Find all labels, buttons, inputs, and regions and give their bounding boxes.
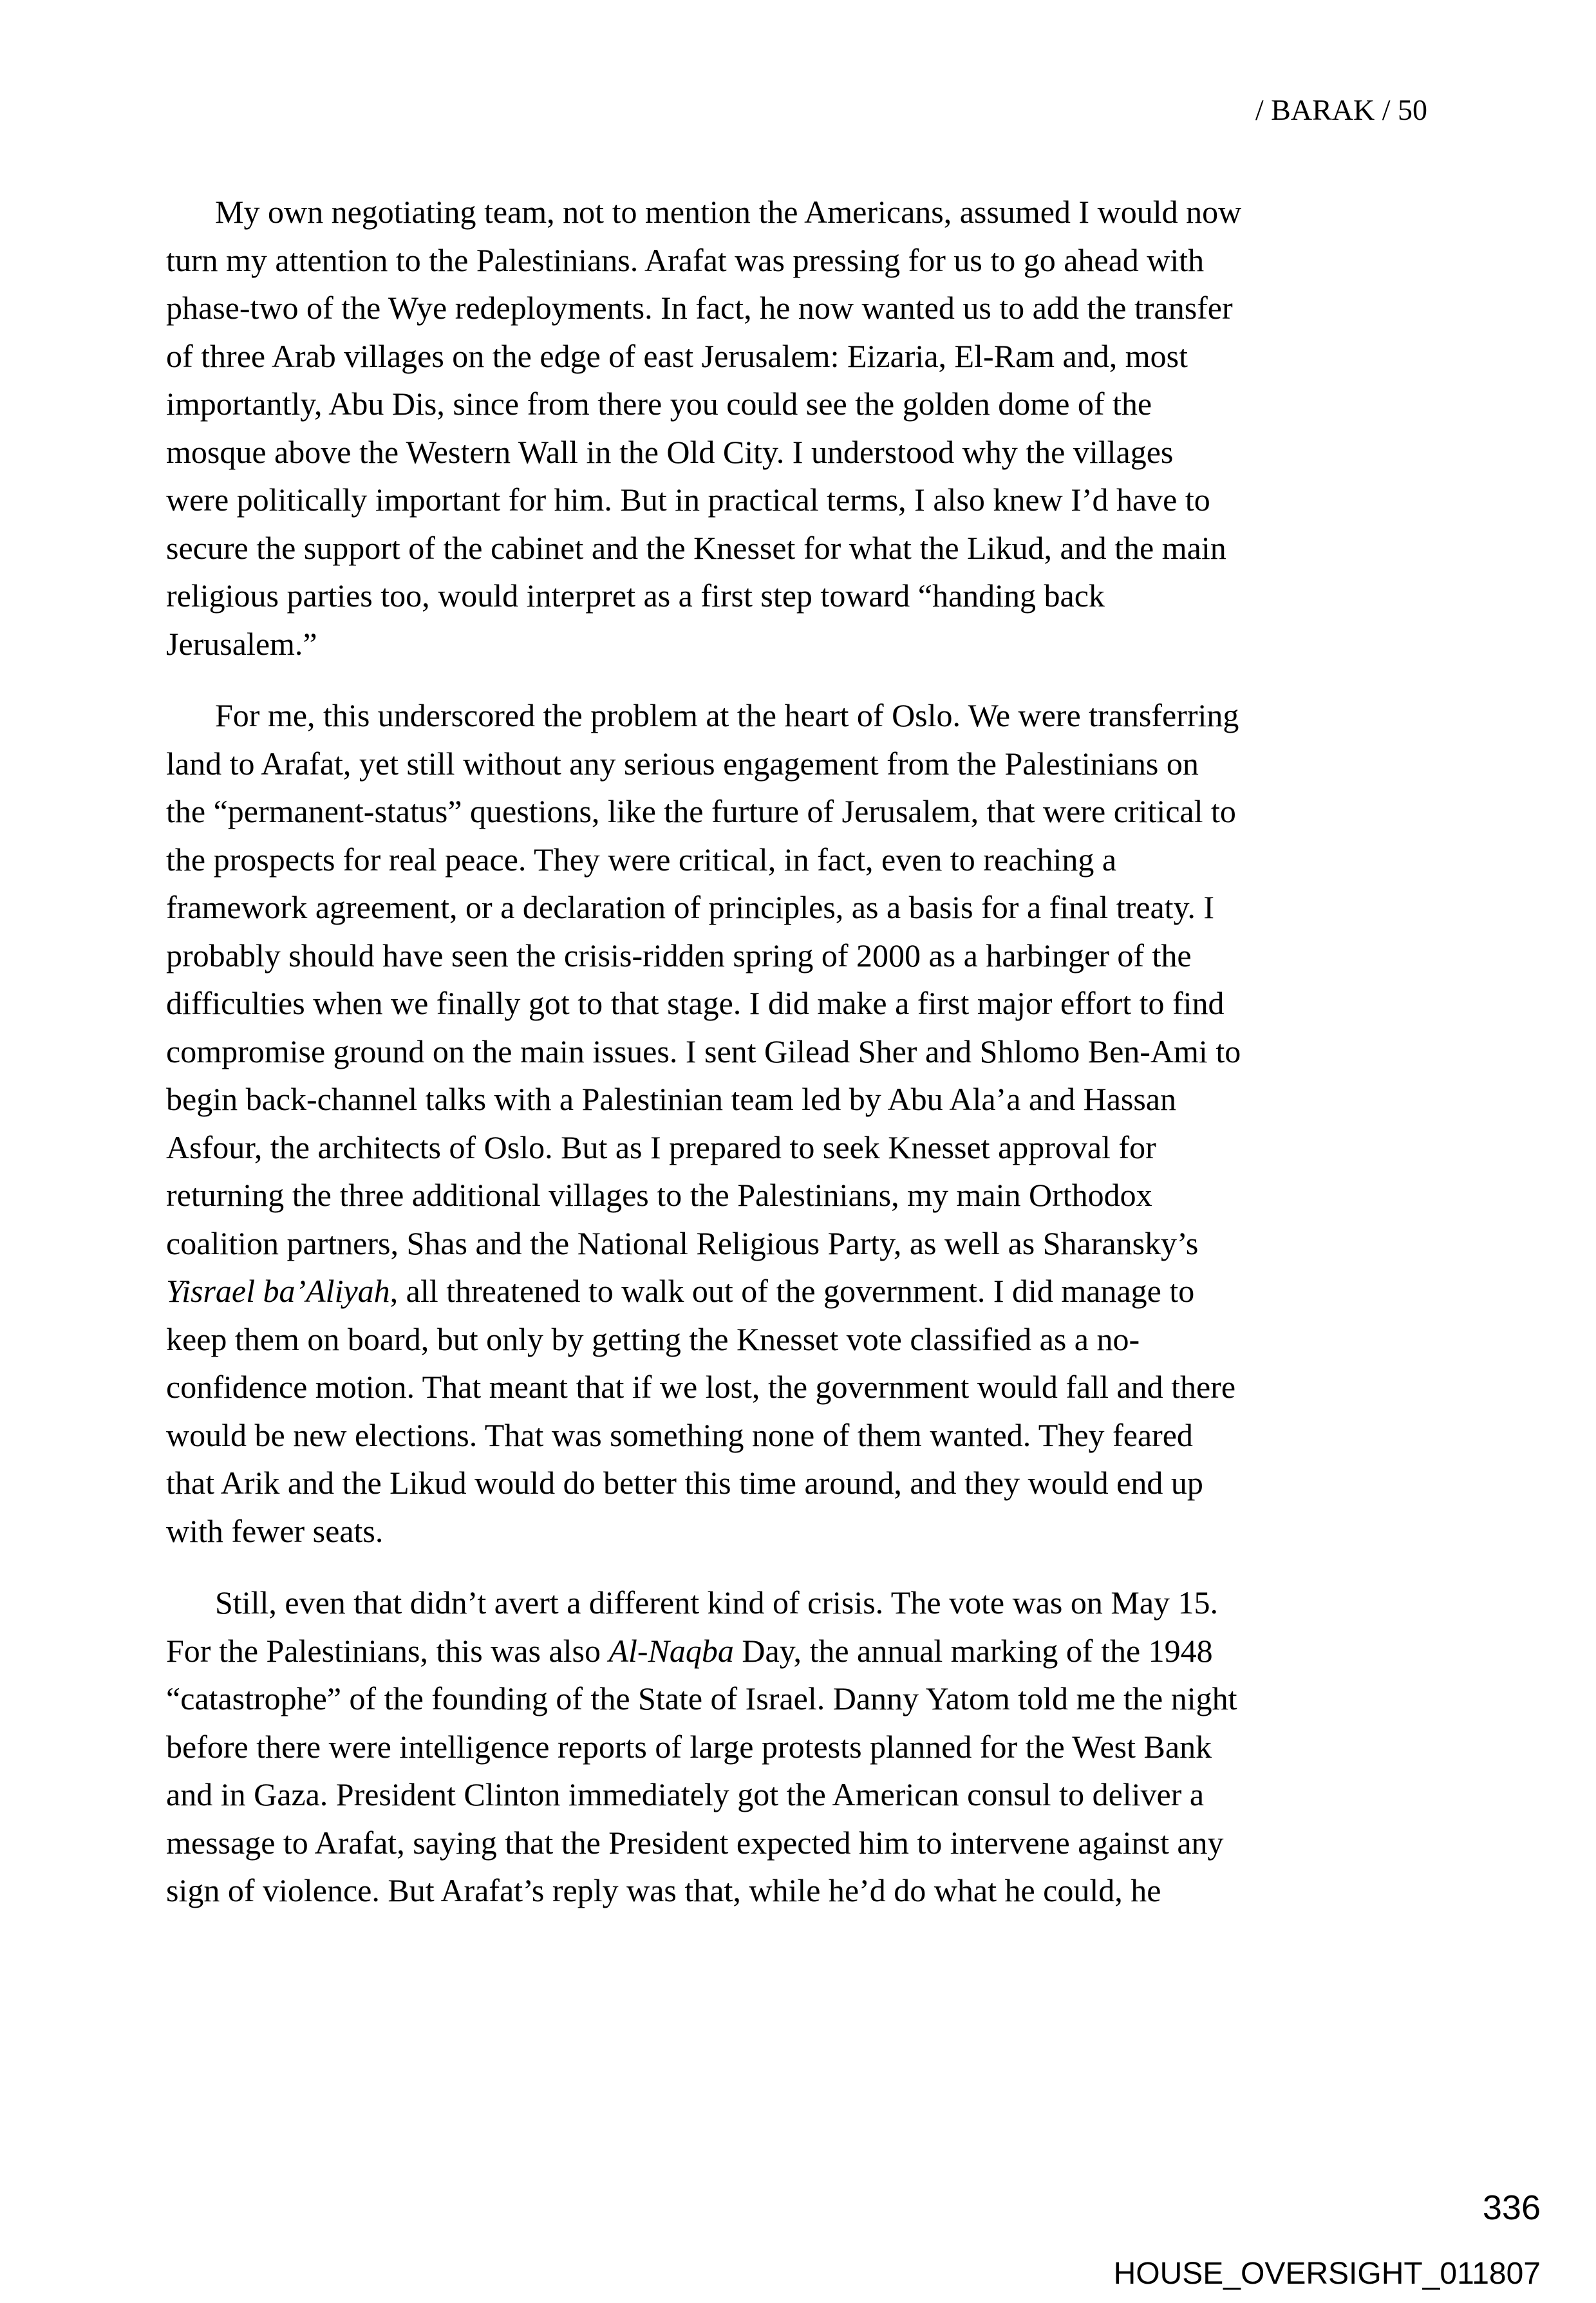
text-line — [166, 1123, 1454, 1172]
text-line — [166, 1315, 1454, 1364]
paragraph-2 — [166, 691, 1454, 1555]
text-line — [166, 236, 1454, 285]
text-run: probably should have seen the crisis-ridden spring of 2000 as a harbinger of the — [166, 937, 1192, 973]
document-body — [166, 188, 1454, 1915]
text-run: sign of violence. But Arafat’s reply was that, while he’d do what he could, he — [166, 1872, 1161, 1908]
text-run: returning the three additional villages to the Palestinians, my main Orthodox — [166, 1177, 1152, 1213]
text-line — [166, 1723, 1454, 1771]
text-run: importantly, Abu Dis, since from there you could see the golden dome of the — [166, 386, 1152, 422]
page-header: / BARAK / 50 — [1255, 93, 1427, 126]
text-line — [166, 1579, 1454, 1627]
text-run: begin back-channel talks with a Palestinian team led by Abu Ala’a and Hassan — [166, 1081, 1176, 1117]
text-run: land to Arafat, yet still without any serious engagement from the Palestinians on — [166, 745, 1199, 782]
paragraph-1 — [166, 188, 1454, 668]
text-line — [166, 476, 1454, 524]
text-run: were politically important for him. But in practical terms, I also knew I’d have to — [166, 482, 1210, 518]
text-line — [166, 1771, 1454, 1819]
text-run: and in Gaza. President Clinton immediately got the American consul to deliver a — [166, 1776, 1205, 1812]
text-line — [166, 332, 1454, 381]
italic-text-run: Yisrael ba’Aliyah — [166, 1273, 390, 1309]
text-line — [166, 1507, 1454, 1556]
text-line — [166, 1866, 1454, 1915]
text-line — [166, 979, 1454, 1028]
text-run: For the Palestinians, this was also — [166, 1632, 609, 1669]
text-run: confidence motion. That meant that if we lost, the government would fall and there — [166, 1369, 1236, 1405]
text-line — [166, 1219, 1454, 1268]
text-run: before there were intelligence reports of large protests planned for the West Bank — [166, 1728, 1212, 1765]
text-run: phase-two of the Wye redeployments. In fact, he now wanted us to add the transfer — [166, 290, 1233, 326]
text-line — [166, 428, 1454, 476]
text-run: message to Arafat, saying that the President expected him to intervene against any — [166, 1824, 1224, 1861]
text-run: that Arik and the Likud would do better this time around, and they would end up — [166, 1465, 1203, 1501]
text-line — [166, 572, 1454, 620]
text-line — [166, 284, 1454, 332]
text-run: religious parties too, would interpret as a first step toward “handing back — [166, 578, 1105, 614]
text-line — [166, 188, 1454, 236]
text-line — [166, 1411, 1454, 1460]
text-run: compromise ground on the main issues. I sent Gilead Sher and Shlomo Ben-Ami to — [166, 1033, 1241, 1069]
text-run: My own negotiating team, not to mention the Americans, assumed I would now — [215, 194, 1242, 230]
text-line — [166, 1028, 1454, 1076]
text-line — [166, 1819, 1454, 1867]
text-line — [166, 524, 1454, 572]
text-line — [166, 1363, 1454, 1411]
text-run: Day, the annual marking of the 1948 — [733, 1632, 1213, 1669]
text-line — [166, 1627, 1454, 1675]
text-run: of three Arab villages on the edge of east Jerusalem: Eizaria, El-Ram and, most — [166, 337, 1188, 374]
text-run: the prospects for real peace. They were critical, in fact, even to reaching a — [166, 841, 1117, 878]
text-line — [166, 1459, 1454, 1507]
text-run: the “permanent-status” questions, like the furture of Jerusalem, that were critical to — [166, 793, 1236, 829]
text-line — [166, 1171, 1454, 1219]
text-run: coalition partners, Shas and the National Religious Party, as well as Sharansky’s — [166, 1225, 1199, 1261]
text-run: For me, this underscored the problem at the heart of Oslo. We were transferring — [215, 697, 1239, 733]
text-line — [166, 1267, 1454, 1315]
paragraph-3 — [166, 1579, 1454, 1915]
text-run: “catastrophe” of the founding of the State of Israel. Danny Yatom told me the night — [166, 1680, 1237, 1716]
text-run: difficulties when we finally got to that stage. I did make a first major effort to find — [166, 985, 1225, 1021]
text-line — [166, 691, 1454, 740]
text-run: Jerusalem.” — [166, 625, 317, 662]
text-line — [166, 836, 1454, 884]
text-line — [166, 380, 1454, 428]
text-line — [166, 787, 1454, 836]
text-line — [166, 620, 1454, 668]
page-number: 336 — [1482, 2188, 1541, 2227]
text-run: turn my attention to the Palestinians. Arafat was pressing for us to go ahead with — [166, 241, 1205, 278]
text-run: with fewer seats. — [166, 1512, 384, 1549]
text-run: Asfour, the architects of Oslo. But as I prepared to seek Knesset approval for — [166, 1129, 1156, 1165]
text-line — [166, 932, 1454, 980]
text-run: secure the support of the cabinet and the Knesset for what the Likud, and the main — [166, 529, 1226, 566]
italic-text-run: Al-Naqba — [608, 1632, 734, 1669]
text-line — [166, 740, 1454, 788]
text-run: Still, even that didn’t avert a different kind of crisis. The vote was on May 15. — [215, 1584, 1219, 1621]
bates-stamp: HOUSE_OVERSIGHT_011807 — [1113, 2257, 1541, 2291]
text-run: would be new elections. That was something none of them wanted. They feared — [166, 1416, 1193, 1453]
text-run: keep them on board, but only by getting the Knesset vote classified as a no- — [166, 1321, 1140, 1357]
text-run: mosque above the Western Wall in the Old City. I understood why the villages — [166, 433, 1174, 470]
text-line — [166, 883, 1454, 932]
text-run: , all threatened to walk out of the government. I did manage to — [390, 1273, 1195, 1309]
text-line — [166, 1075, 1454, 1123]
text-run: framework agreement, or a declaration of principles, as a basis for a final treaty. I — [166, 889, 1214, 925]
text-line — [166, 1675, 1454, 1723]
